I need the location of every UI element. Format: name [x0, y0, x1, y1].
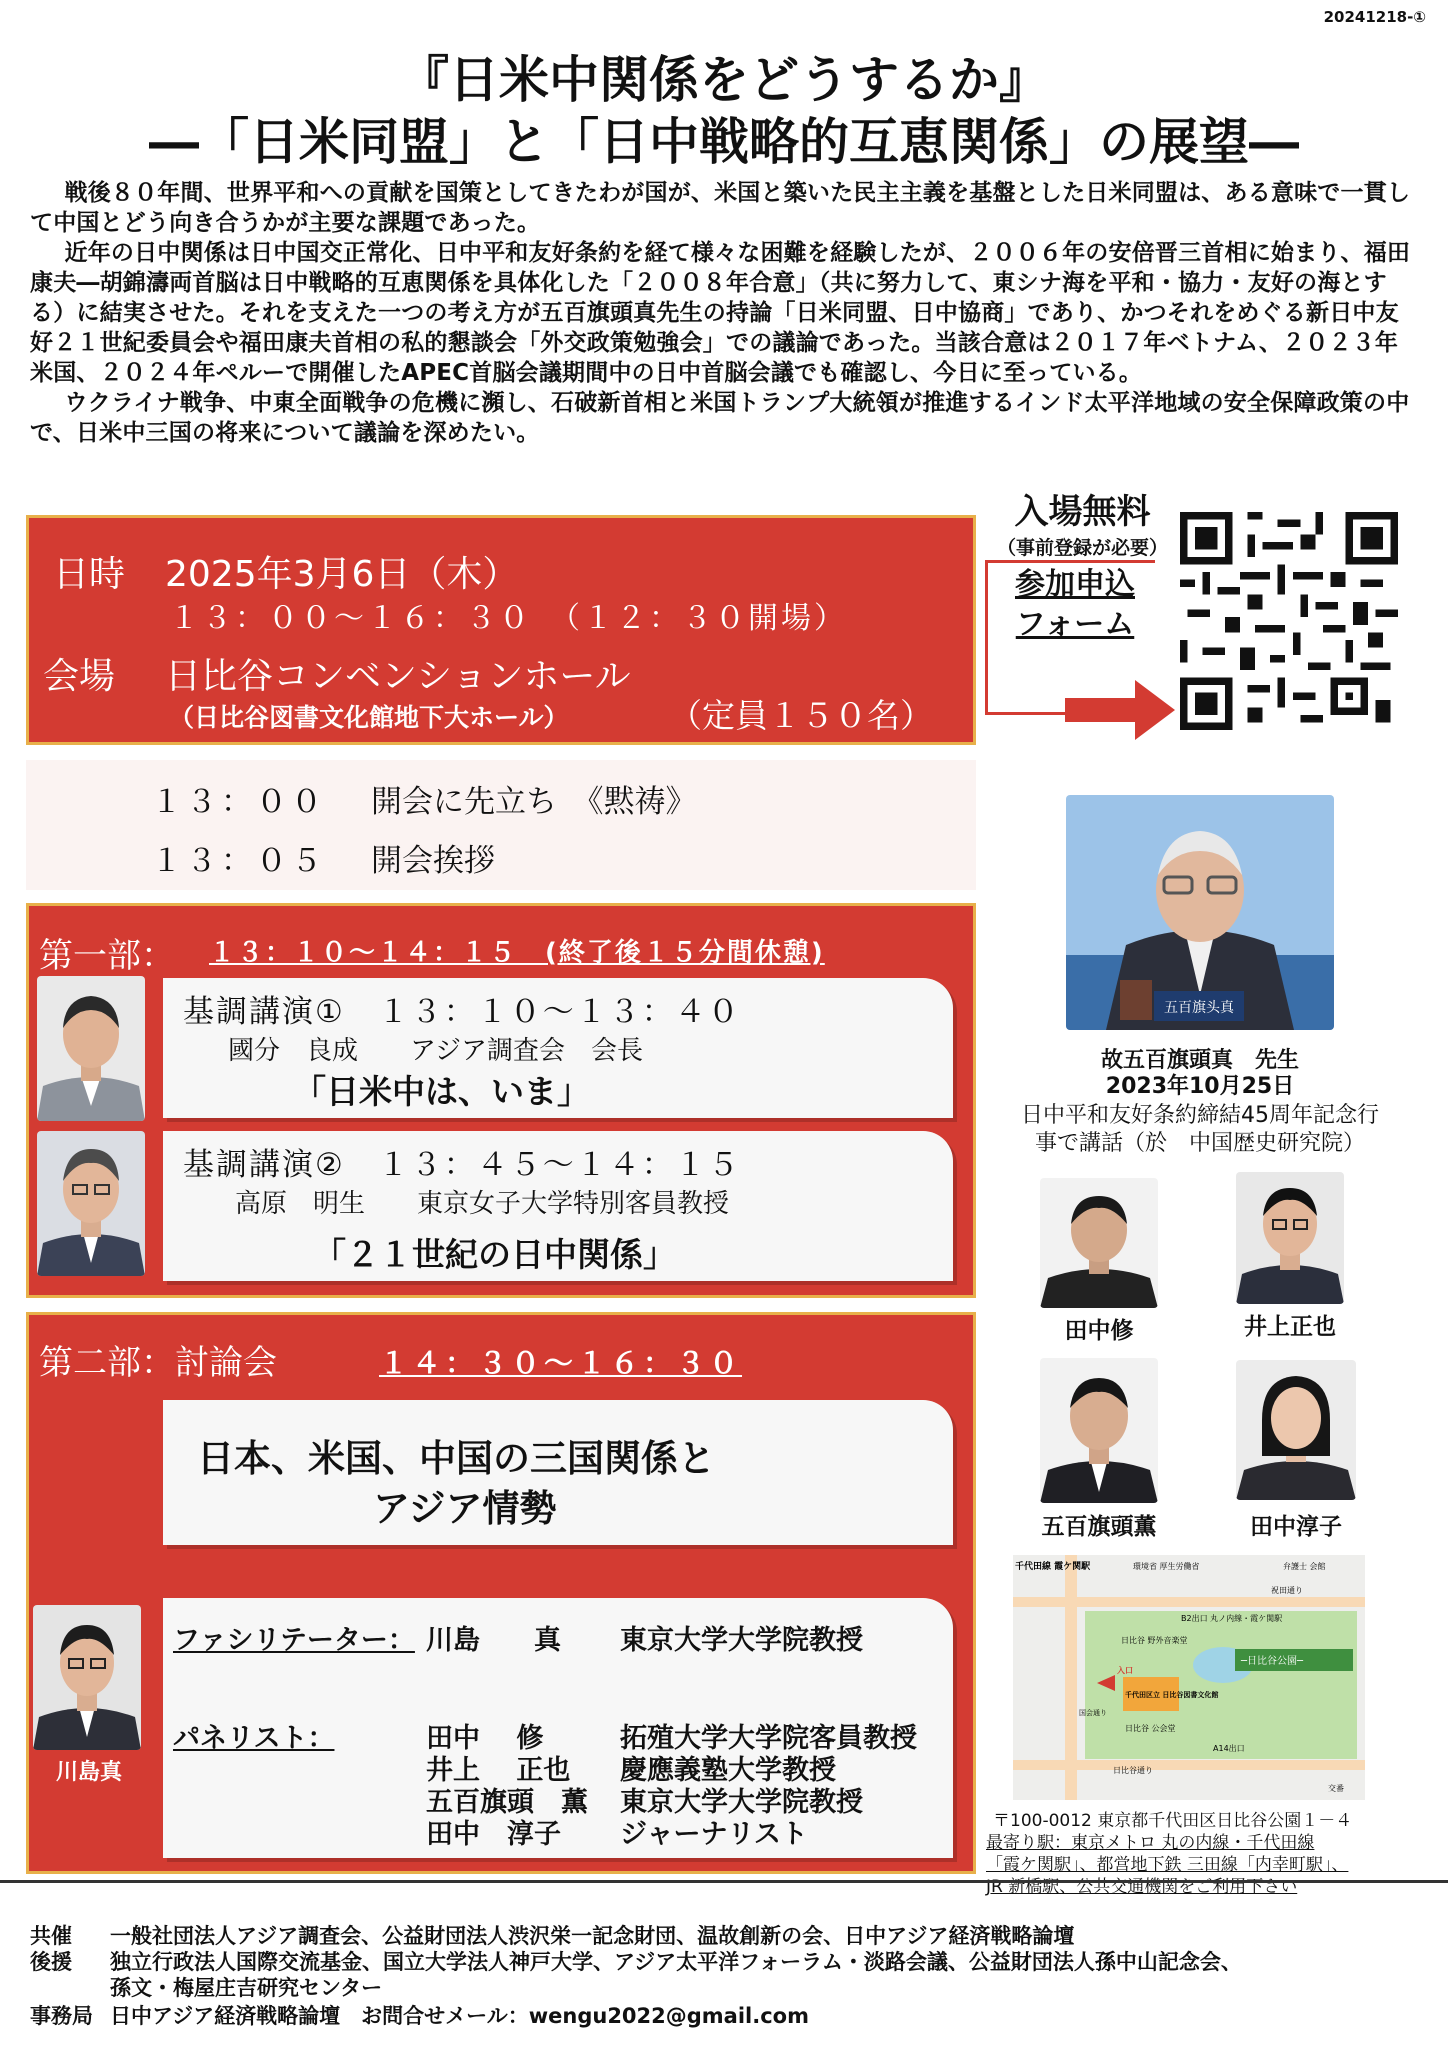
memorial-line4: 事で講話（於 中国歴史研究院） [1034, 1131, 1365, 1156]
panelist-tanaka-junko-photo [1236, 1360, 1356, 1500]
schedule-item: 開会に先立ち 《黙祷》 [371, 784, 697, 820]
form-label-line2: フォーム [1015, 607, 1135, 642]
venue-sub: （日比谷図書文化館地下大ホール） [169, 703, 569, 732]
map-label: B2出口 丸ノ内線・霞ケ関駅 [1181, 1614, 1283, 1623]
theme-line2: アジア情勢 [373, 1487, 557, 1530]
support-list: 独立行政法人国際交流基金、国立大学法人神戸大学、アジア太平洋フォーラム・淡路会議、公益財団法人孫中山記念会、 [110, 1950, 1242, 1974]
part1-time: １３：１０～１４：１５ (終了後１５分間休憩) [209, 938, 825, 968]
talk1-heading: 基調講演① １３：１０～１３：４０ [183, 994, 741, 1030]
intro-paragraph: 近年の日中関係は日中国交正常化、日中平和友好条約を経て様々な困難を経験したが、２００６年の安倍晋三首相に始まり、福田康夫―胡錦濤両首脳は日中戦略的互恵関係を具体化した「２００８年合意」（共に努力して、東シナ海を平和・協力・友好の海とする）に結実させた。それを支えた一つの考え方が五百旗頭真先生の持論「日米同盟、日中協商」であり、かつそれをめぐる新日中友好２１世紀委員会や福田康夫首相の私的懇談会「外交政策勉強会」での議論であった。当該合意は２０１７年ベトナム、２０２３年米国、２０２４年ペルーで開催したAPEC首脳会議期間中の日中首脳会議でも確認し、今日に至っている。 [30, 240, 1411, 386]
venue-label: 会場 [43, 656, 116, 697]
talk2-card [163, 1131, 953, 1281]
panelist-name: 田中 淳子 [426, 1819, 561, 1850]
intro-paragraph: 戦後８０年間、世界平和への貢献を国策としてきたわが国が、米国と築いた民主主義を基盤とした日米同盟は、ある意味で一貫して中国とどう向き合うかが主要な課題であった。 [30, 180, 1411, 236]
form-label-line1: 参加申込 [1015, 567, 1135, 602]
part1-label: 第一部： [39, 936, 175, 976]
support-label: 後援 [30, 1950, 72, 1974]
footer [0, 1880, 1448, 2048]
opening-schedule [26, 760, 976, 890]
part2-label: 第二部：討論会 [39, 1343, 277, 1383]
memorial-line3: 日中平和友好条約締結45周年記念行 [1021, 1103, 1379, 1128]
panelist-affiliation: 拓殖大学大学院客員教授 [620, 1723, 917, 1754]
panelist-iokibe-kaoru-photo [1040, 1358, 1158, 1503]
map-label: 祝田通り [1271, 1586, 1303, 1595]
free-admission [985, 484, 1180, 560]
panelist-caption: 井上正也 [1244, 1314, 1336, 1340]
panelist-affiliation: ジャーナリスト [620, 1819, 808, 1850]
schedule-time: １３：００ [151, 784, 326, 820]
panelist-affiliation: 東京大学大学院教授 [620, 1787, 863, 1818]
event-date: 2025年3月6日（木） [165, 554, 519, 595]
talk1-speaker: 國分 良成 アジア調査会 会長 [228, 1036, 643, 1066]
map-label: 日比谷 野外音楽堂 [1121, 1636, 1188, 1645]
event-info-box [26, 515, 976, 745]
free-admission-title: 入場無料 [1014, 492, 1151, 532]
discussion-theme-card [163, 1400, 953, 1545]
office-label: 事務局 [30, 2004, 93, 2028]
schedule-item: 開会挨拶 [371, 843, 495, 879]
venue-map [1013, 1555, 1365, 1800]
part2-section [26, 1312, 976, 1874]
talk1-card [163, 978, 953, 1118]
memorial-line1: 故五百旗頭真 先生 [1100, 1048, 1299, 1073]
map-label: 千代田線 霞ケ関駅 [1015, 1562, 1091, 1572]
map-label: 環境省 厚生労働省 [1133, 1562, 1200, 1571]
registration-form-link[interactable] [1000, 565, 1150, 645]
map-label: 日比谷 公会堂 [1125, 1724, 1176, 1733]
part1-section [26, 903, 976, 1298]
talk2-heading: 基調講演② １３：４５～１４：１５ [183, 1147, 741, 1183]
qr-code[interactable] [1180, 512, 1398, 730]
access-line: 最寄り駅：東京メトロ 丸の内線・千代田線 [986, 1833, 1315, 1853]
document-id: 20241218-① [1323, 8, 1426, 26]
panelist-caption: 田中修 [1064, 1318, 1134, 1344]
panelist-name: 井上 正也 [426, 1755, 571, 1786]
page-title: 『日米中関係をどうするか』 [399, 51, 1049, 109]
speaker1-photo [37, 976, 145, 1121]
host-label: 共催 [30, 1924, 72, 1948]
panelist-name: 五百旗頭 薫 [426, 1787, 588, 1818]
map-label: 交番 [1328, 1784, 1344, 1793]
talk2-speaker: 高原 明生 東京女子大学特別客員教授 [235, 1189, 730, 1219]
speaker2-photo [37, 1131, 145, 1276]
memorial-line2: 2023年10月25日 [1105, 1074, 1295, 1099]
arrow-right-icon [1065, 680, 1175, 740]
memorial-photo [1066, 795, 1334, 1030]
venue-name: 日比谷コンベンションホール [165, 656, 631, 697]
memorial-description [990, 1102, 1410, 1158]
nameplate-text: 五百旗头真 [1164, 1000, 1234, 1016]
venue-address: 〒100-0012 東京都千代田区日比谷公園１－４ [993, 1811, 1353, 1831]
registration-note: （事前登録が必要） [996, 537, 1168, 559]
map-label: 入口 [1117, 1666, 1133, 1675]
panelist-inoue-masaya-photo [1236, 1172, 1344, 1304]
facilitator-label: ファシリテーター： [173, 1625, 415, 1656]
access-line: 「霞ケ関駅」、都営地下鉄 三田線「内幸町駅」、 [986, 1855, 1349, 1875]
access-line: JR 新橋駅、公共交通機関をご利用下さい [986, 1877, 1298, 1897]
panelist-caption: 田中淳子 [1250, 1514, 1342, 1540]
panelist-caption: 五百旗頭薫 [1041, 1514, 1157, 1540]
map-label: 日比谷通り [1113, 1766, 1153, 1775]
talk1-title: 「日米中は、いま」 [293, 1072, 590, 1111]
map-label: 国会通り [1079, 1709, 1107, 1717]
panelist-name: 田中 修 [426, 1723, 544, 1754]
facilitator-name: 川島 真 [426, 1625, 561, 1656]
panelist-tanaka-osamu-photo [1040, 1178, 1158, 1308]
theme-line1: 日本、米国、中国の三国関係と [197, 1437, 715, 1480]
page-subtitle: ―「日米同盟」と「日中戦略的互恵関係」の展望― [149, 113, 1299, 171]
map-label: A14出口 [1213, 1744, 1245, 1753]
part2-time: １４：３０～１６：３０ [379, 1346, 743, 1380]
memorial-caption [990, 1048, 1410, 1100]
panel-card [163, 1598, 953, 1858]
schedule-time: １３：０５ [151, 843, 326, 879]
intro-paragraph: ウクライナ戦争、中東全面戦争の危機に瀕し、石破新首相と米国トランプ大統領が推進するインド太平洋地域の安全保障政策の中で、日米中三国の将来について議論を深めたい。 [30, 390, 1410, 446]
support-list-cont: 孫文・梅屋庄吉研究センター [110, 1976, 383, 2000]
facilitator-caption: 川島真 [55, 1760, 122, 1785]
talk2-title: 「２１世紀の日中関係」 [313, 1235, 676, 1274]
intro-text [30, 178, 1420, 448]
panelist-label: パネリスト： [173, 1723, 335, 1754]
date-label: 日時 [53, 554, 126, 595]
host-list: 一般社団法人アジア調査会、公益財団法人渋沢栄一記念財団、温故創新の会、日中アジア経済戦略論壇 [110, 1924, 1075, 1948]
office-contact[interactable]: 日中アジア経済戦略論壇 お問合せメール：wengu2022@gmail.com [110, 2004, 809, 2028]
map-label: 弁護士 会館 [1283, 1562, 1326, 1571]
facilitator-affiliation: 東京大学大学院教授 [620, 1625, 863, 1656]
capacity: （定員１５０名） [669, 696, 933, 735]
panelist-affiliation: 慶應義塾大学教授 [620, 1755, 836, 1786]
map-label: 千代田区立 日比谷図書文化館 [1125, 1691, 1219, 1699]
facilitator-photo [33, 1605, 141, 1750]
map-label: ─日比谷公園─ [1241, 1656, 1304, 1667]
event-time: １３：００～１６：３０ （１２：３０開場） [169, 601, 847, 636]
